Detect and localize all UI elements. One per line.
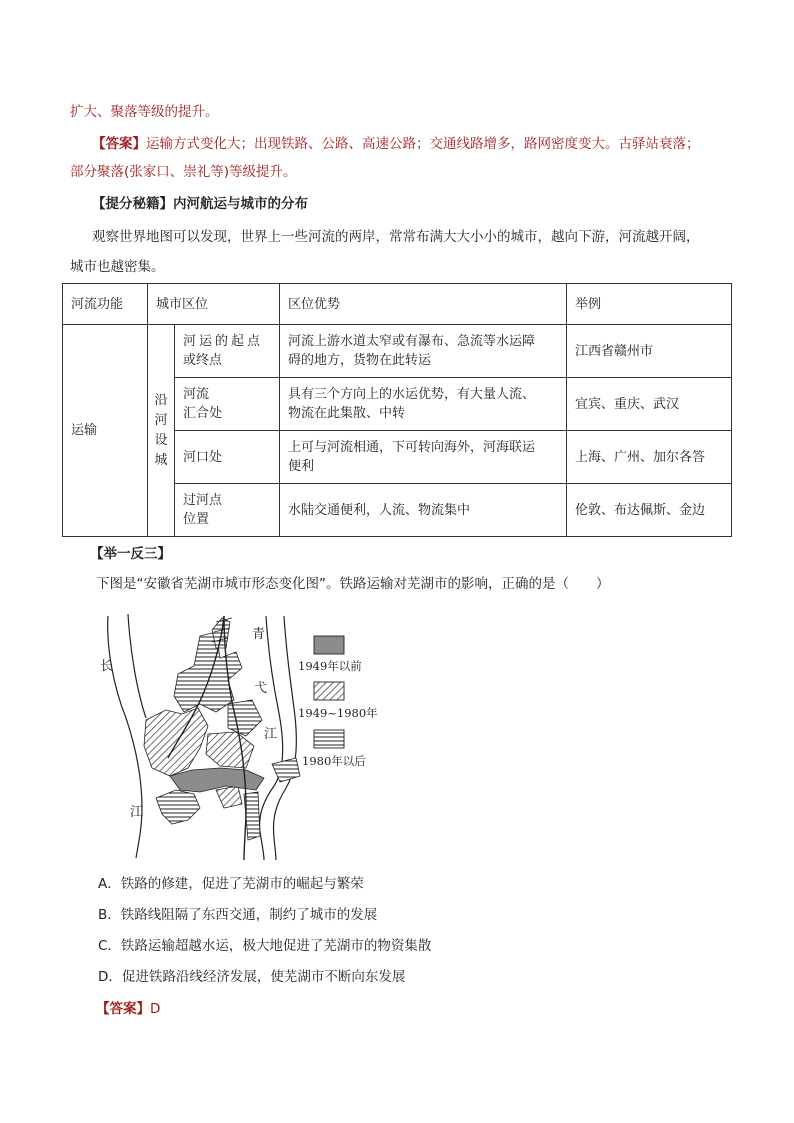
legend-label: 1949~1980年 [298, 706, 378, 720]
sub-location-cell [175, 484, 280, 537]
sub-location-cell [175, 378, 280, 431]
sub-location-text: 位置 [183, 512, 210, 527]
advantage-text: 具有三个方向上的水运优势，有大量人流、 [288, 387, 536, 402]
advantage-cell [280, 325, 567, 378]
advantage-text: 碍的地方，货物在此转运 [288, 353, 432, 368]
location-group-char: 城 [154, 452, 168, 468]
intro-line: 扩大、聚落等级的提升。 [70, 104, 219, 120]
map-label-jiang-right: 江 [264, 727, 278, 742]
location-group-char: 河 [154, 412, 168, 428]
sub-location-cell [175, 431, 280, 484]
example-cell: 上海、广州、加尔各答 [567, 431, 732, 484]
advantage-cell [280, 431, 567, 484]
legend-swatch-1949-earlier [314, 636, 344, 654]
function-cell: 运输 [63, 325, 148, 537]
location-group-char: 设 [154, 432, 168, 448]
header-location: 城市区位 [148, 284, 280, 325]
example-cell: 宜宾、重庆、武汉 [567, 378, 732, 431]
example-cell: 江西省赣州市 [567, 325, 732, 378]
advantage-text: 河流上游水道太窄或有瀑布、急流等水运障 [288, 334, 536, 349]
tip-title-text: 内河航运与城市的分布 [173, 196, 308, 212]
answer-line-1 [92, 134, 700, 154]
header-example: 举例 [567, 284, 732, 325]
location-group-char: 沿 [154, 392, 168, 408]
area-1949-1980 [216, 786, 242, 808]
sub-location-text: 汇合处 [183, 406, 223, 421]
table-row [63, 325, 732, 378]
header-function: 河流功能 [63, 284, 148, 325]
practice-answer-label: 【答案】 [96, 1001, 150, 1017]
sub-location-text: 过河点 [183, 493, 223, 508]
area-1980-later [272, 758, 300, 782]
sub-location-text: 河口处 [183, 449, 223, 465]
area-1949-earlier [170, 768, 264, 792]
tip-paragraph-line-2: 城市也越密集。 [70, 259, 165, 275]
option-c[interactable]: C．铁路运输超越水运，极大地促进了芜湖市的物资集散 [98, 938, 432, 954]
sub-location-text: 或终点 [183, 353, 223, 368]
practice-answer-value: D [150, 1001, 161, 1017]
map-label-chang: 长 [100, 659, 114, 674]
area-1949-1980 [144, 708, 208, 776]
legend-label: 1980年以后 [302, 754, 366, 768]
advantage-text: 物流在此集散、中转 [288, 406, 406, 421]
river-city-table [62, 283, 732, 537]
map-label-jiang-left: 江 [130, 805, 144, 820]
answer-line-2: 部分聚落(张家口、崇礼等)等级提升。 [70, 164, 297, 180]
wuhu-city-map-figure [96, 608, 396, 860]
advantage-text: 上可与河流相通，下可转向海外，河海联运 [288, 440, 536, 455]
legend-label: 1949年以前 [298, 659, 362, 673]
tip-paragraph-line-1: 观察世界地图可以发现，世界上一些河流的两岸，常常布满大大小小的城市，越向下游，河流越开阔， [92, 229, 700, 245]
header-advantage: 区位优势 [280, 284, 567, 325]
location-group-cell [148, 325, 175, 537]
table-header-row [63, 284, 732, 325]
advantage-cell [280, 484, 567, 537]
answer-text-1: 运输方式变化大；出现铁路、公路、高速公路；交通线路增多，路网密度变大。古驿站衰落； [146, 136, 700, 152]
practice-answer [96, 999, 160, 1019]
area-1980-later [156, 790, 200, 824]
tip-title [92, 194, 308, 214]
answer-label: 【答案】 [92, 136, 146, 152]
sub-location-text: 河流 [183, 387, 210, 402]
option-a[interactable]: A．铁路的修建，促进了芜湖市的崛起与繁荣 [98, 876, 364, 892]
sub-location-text: 河运的起点 [183, 334, 264, 349]
advantage-text: 水陆交通便利，人流、物流集中 [288, 502, 471, 518]
example-cell: 伦敦、布达佩斯、金边 [567, 484, 732, 537]
sub-location-cell [175, 325, 280, 378]
map-label-qing: 青 [252, 627, 266, 642]
tip-title-label: 【提分秘籍】 [92, 196, 173, 212]
practice-question: 下图是“安徽省芜湖市城市形态变化图”。铁路运输对芜湖市的影响，正确的是（ ） [96, 576, 610, 592]
practice-title: 【举一反三】 [90, 546, 171, 562]
yangtze-bank-east [128, 614, 146, 718]
map-label-yi: 弋 [254, 681, 268, 696]
legend-swatch-1980-later [314, 730, 344, 748]
area-1949-1980 [206, 732, 254, 768]
yangtze-bank-west [108, 616, 142, 858]
wuhu-map-svg [96, 608, 396, 860]
option-b[interactable]: B．铁路线阻隔了东西交通，制约了城市的发展 [98, 907, 378, 923]
legend-swatch-1949-1980 [314, 682, 344, 700]
option-d[interactable]: D．促进铁路沿线经济发展，使芜湖市不断向东发展 [98, 969, 406, 985]
advantage-cell [280, 378, 567, 431]
advantage-text: 便利 [288, 459, 315, 474]
